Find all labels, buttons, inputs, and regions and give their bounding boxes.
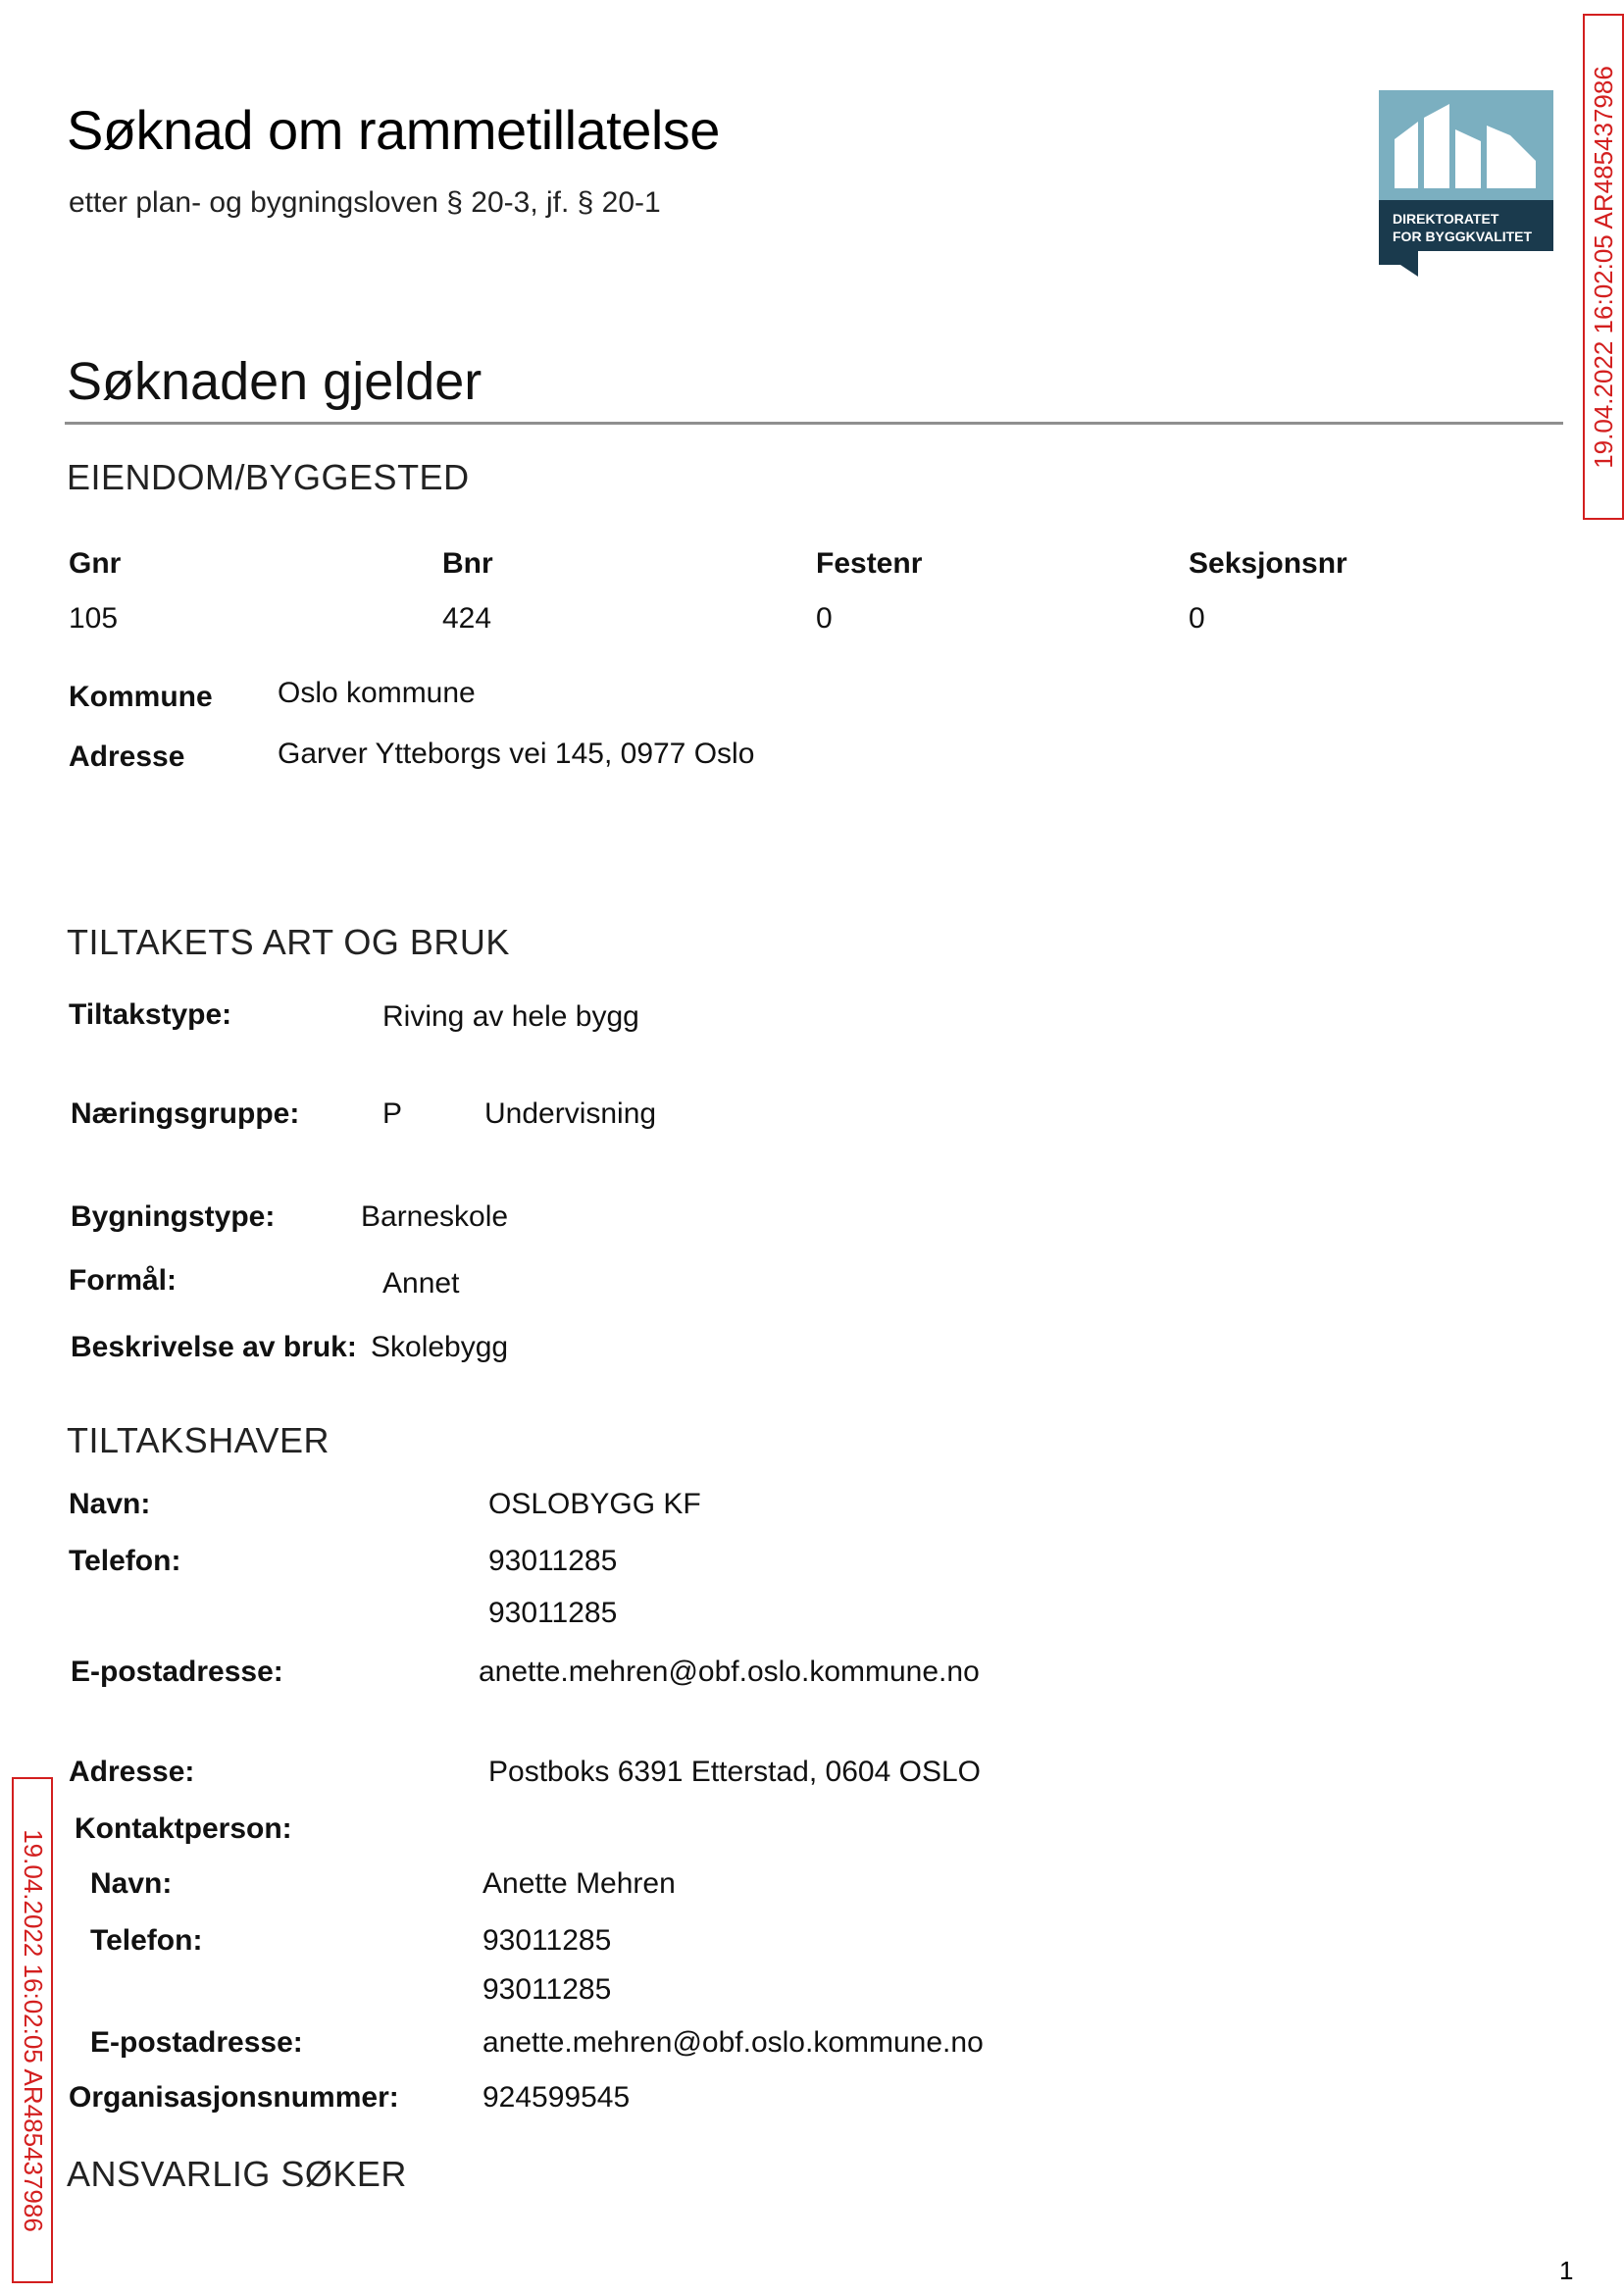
section-title: Søknaden gjelder [67,352,482,411]
archive-stamp-top [1583,14,1624,520]
archive-stamp-top-text: 19.04.2022 16:02:05 AR485437986 [1588,65,1618,469]
naeringsgruppe-label: Næringsgruppe: [71,1097,300,1130]
bnr-label: Bnr [442,547,493,580]
eiendom-heading: EIENDOM/BYGGESTED [67,457,470,497]
adresse-label: Adresse [69,740,185,773]
kommune-value: Oslo kommune [278,677,476,709]
archive-stamp-left [12,1777,53,2283]
formal-label: Formål: [69,1264,178,1297]
logo-text-line1: DIREKTORATET [1393,211,1499,227]
orgnr-label: Organisasjonsnummer: [69,2081,399,2114]
archive-stamp-left-text: 19.04.2022 16:02:05 AR485437986 [18,1828,48,2232]
bygningstype-value: Barneskole [361,1200,509,1233]
kontaktperson-epost-value: anette.mehren@obf.oslo.kommune.no [482,2026,984,2059]
festenr-value: 0 [816,602,833,635]
logo-text-line2: FOR BYGGKVALITET [1393,229,1533,244]
page-number: 1 [1559,2256,1574,2285]
beskrivelse-value: Skolebygg [371,1331,509,1363]
gnr-label: Gnr [69,547,122,580]
formal-value: Annet [382,1267,460,1300]
ansvarlig-soker-heading: ANSVARLIG SØKER [67,2154,407,2194]
adresse-value: Garver Ytteborgs vei 145, 0977 Oslo [278,738,755,770]
tiltakshaver-adresse-label: Adresse: [69,1756,195,1788]
seksjonsnr-value: 0 [1189,602,1205,635]
bygningstype-label: Bygningstype: [71,1200,276,1233]
tiltakshaver-epost-label: E-postadresse: [71,1656,283,1688]
naeringsgruppe-value: Undervisning [484,1097,657,1130]
kontaktperson-telefon-label: Telefon: [90,1924,203,1957]
kontaktperson-label: Kontaktperson: [75,1812,292,1845]
tiltakstype-value: Riving av hele bygg [382,1000,639,1033]
kontaktperson-telefon-value-2: 93011285 [482,1973,612,2006]
tiltak-heading: TILTAKETS ART OG BRUK [67,922,510,962]
bnr-value: 424 [442,602,492,635]
document-subtitle: etter plan- og bygningsloven § 20-3, jf. § 20-1 [69,186,661,219]
document-title: Søknad om rammetillatelse [67,99,720,161]
kontaktperson-epost-label: E-postadresse: [90,2026,303,2059]
gnr-value: 105 [69,602,119,635]
tiltakshaver-telefon-value-2: 93011285 [488,1597,618,1629]
beskrivelse-label: Beskrivelse av bruk: [71,1331,357,1363]
festenr-label: Festenr [816,547,923,580]
tiltakshaver-heading: TILTAKSHAVER [67,1420,330,1460]
kommune-label: Kommune [69,681,213,713]
kontaktperson-navn-value: Anette Mehren [482,1867,676,1900]
naeringsgruppe-code: P [382,1097,403,1130]
tiltakstype-label: Tiltakstype: [69,998,232,1031]
tiltakshaver-navn-label: Navn: [69,1488,151,1520]
tiltakshaver-telefon-label: Telefon: [69,1545,181,1577]
tiltakshaver-epost-value: anette.mehren@obf.oslo.kommune.no [479,1656,980,1688]
tiltakshaver-adresse-value: Postboks 6391 Etterstad, 0604 OSLO [488,1756,981,1788]
tiltakshaver-telefon-value-1: 93011285 [488,1545,618,1577]
kontaktperson-telefon-value-1: 93011285 [482,1924,612,1957]
orgnr-value: 924599545 [482,2081,631,2114]
section-divider [65,422,1563,425]
seksjonsnr-label: Seksjonsnr [1189,547,1347,580]
kontaktperson-navn-label: Navn: [90,1867,173,1900]
dibk-logo [1379,90,1553,277]
tiltakshaver-navn-value: OSLOBYGG KF [488,1488,701,1520]
